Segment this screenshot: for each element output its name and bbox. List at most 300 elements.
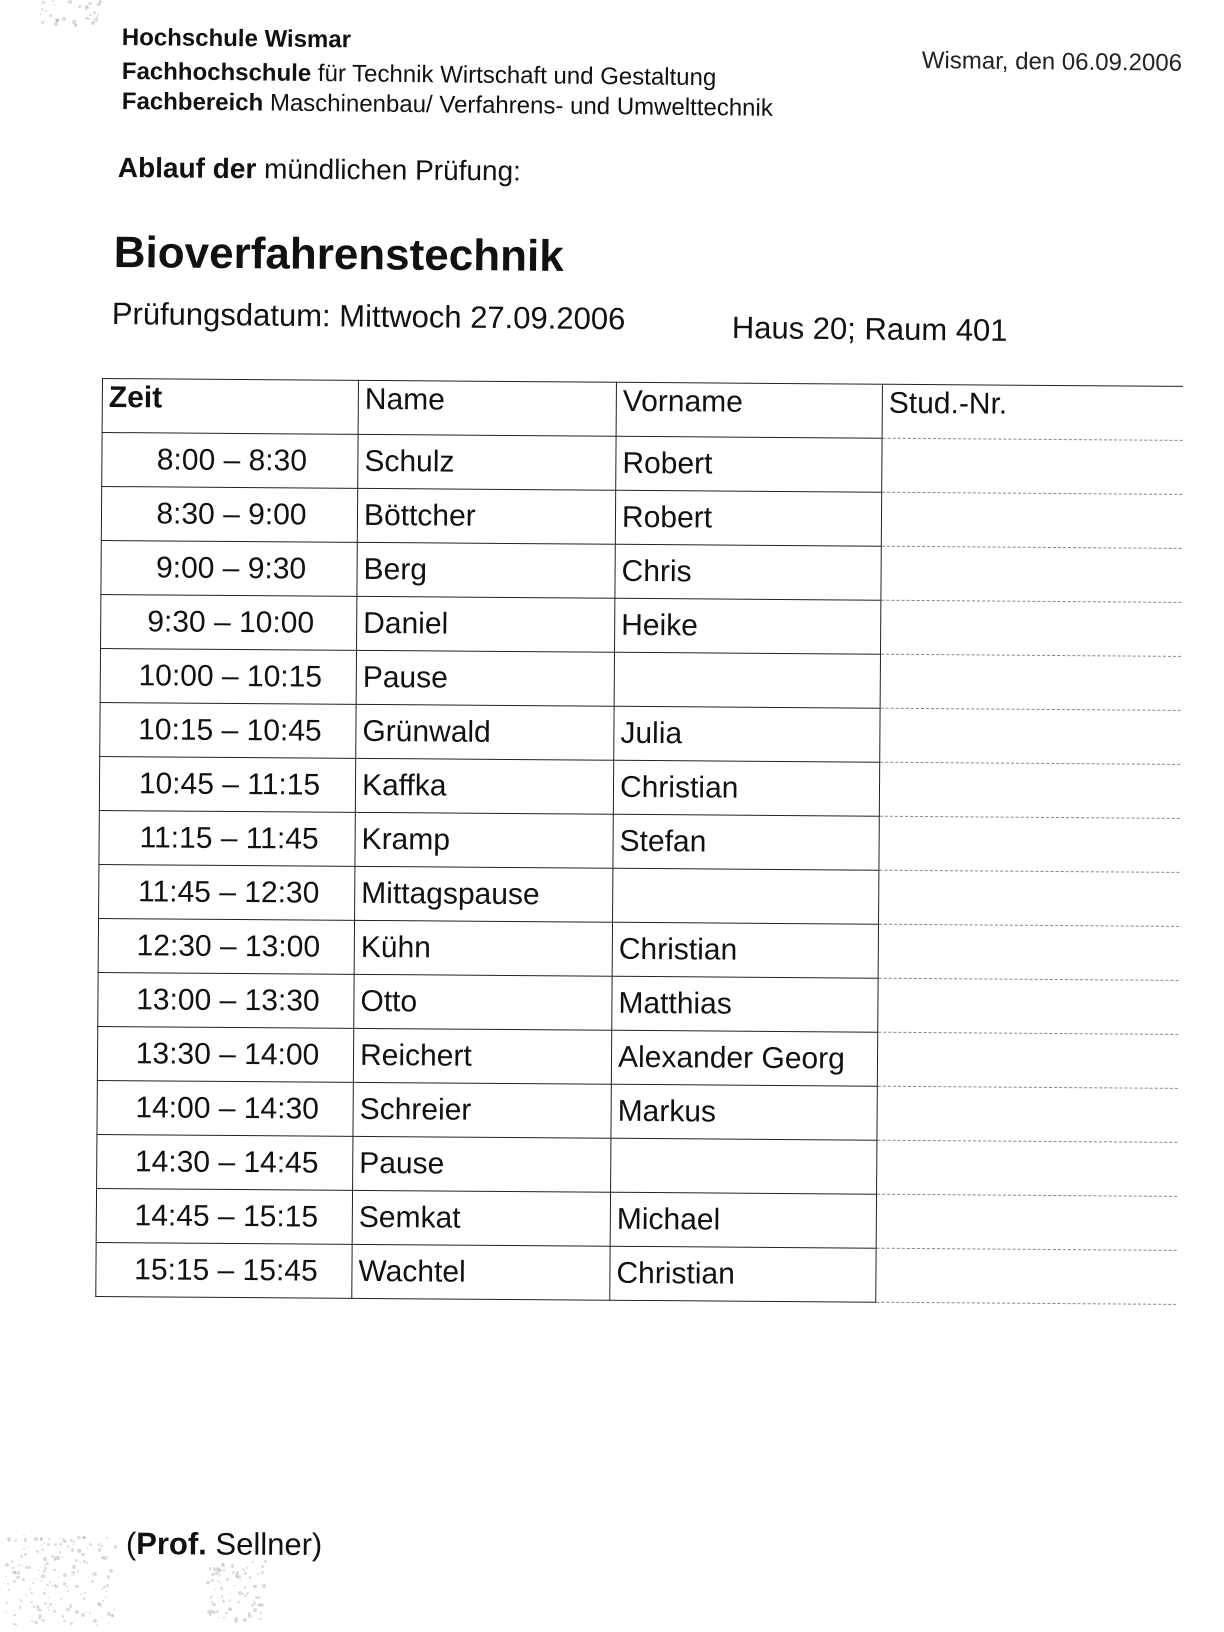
scan-speck (251, 1604, 254, 1607)
scan-speck (54, 1581, 56, 1583)
scan-speck (264, 1560, 267, 1563)
cell-stud-nr (877, 1032, 1177, 1088)
scan-speck (113, 1591, 114, 1592)
scan-speck (29, 1588, 32, 1591)
signature-name: Sellner) (206, 1526, 323, 1563)
scan-speck (97, 14, 99, 16)
cell-name: Schreier (353, 1082, 611, 1138)
scan-speck (70, 1622, 73, 1625)
scan-speck (63, 1620, 66, 1623)
scan-speck (212, 1603, 216, 1607)
scan-speck (54, 22, 58, 26)
scan-speck (220, 1587, 223, 1590)
scan-speck (91, 1574, 92, 1575)
scan-speck (51, 1585, 53, 1587)
cell-stud-nr (878, 978, 1178, 1034)
scan-speck (44, 20, 45, 21)
scan-speck (219, 1574, 221, 1576)
cell-vorname: Christian (613, 760, 879, 816)
table-row (101, 487, 1181, 549)
cell-stud-nr (881, 546, 1181, 602)
department-line-bold: Fachbereich (121, 88, 264, 117)
scan-speck (75, 1585, 78, 1588)
table-row (97, 1080, 1177, 1142)
scan-speck (46, 1577, 47, 1578)
institution-name: Hochschule Wismar (121, 24, 352, 54)
cell-stud-nr (877, 1140, 1177, 1196)
scan-speck (63, 1573, 67, 1577)
scan-speck (228, 1607, 231, 1610)
scan-speck (66, 1608, 69, 1611)
cell-vorname: Alexander Georg (611, 1030, 877, 1086)
scan-speck (41, 4, 42, 5)
scan-speck (89, 18, 91, 20)
scan-speck (93, 11, 96, 14)
scan-speck (229, 1599, 231, 1601)
scan-speck (44, 1542, 45, 1543)
scan-speck (73, 1541, 75, 1543)
table-row (99, 810, 1179, 872)
scan-speck (33, 1578, 34, 1579)
scan-speck (258, 1596, 260, 1598)
scan-speck (217, 1580, 219, 1582)
scan-speck (237, 1601, 239, 1603)
scan-speck (48, 1609, 49, 1610)
scan-speck (20, 1599, 23, 1602)
scan-speck (73, 1544, 74, 1545)
scan-speck (206, 1581, 209, 1584)
scan-speck (96, 1624, 98, 1626)
scan-speck (23, 1548, 25, 1550)
signature-paren: ( (125, 1526, 137, 1562)
cell-zeit: 10:00 – 10:15 (100, 648, 356, 704)
scan-speck (80, 5, 81, 6)
cell-zeit: 14:00 – 14:30 (97, 1080, 353, 1136)
scan-speck (91, 1580, 94, 1583)
scan-speck (71, 1548, 75, 1552)
scan-speck (5, 1576, 7, 1578)
scan-speck (83, 1597, 86, 1600)
exam-procedure-bold: Ablauf der (117, 152, 257, 185)
scan-speck (222, 1600, 225, 1603)
scan-speck (98, 1543, 100, 1545)
scan-speck (223, 1569, 226, 1572)
cell-stud-nr (876, 1248, 1176, 1304)
scan-speck (46, 1562, 49, 1565)
scan-speck (108, 1622, 109, 1623)
scan-speck (253, 1608, 257, 1612)
scan-speck (49, 1581, 51, 1583)
scan-speck (217, 1597, 218, 1598)
scan-speck (64, 1560, 65, 1561)
scan-speck (231, 1564, 235, 1568)
scan-speck (249, 1576, 251, 1578)
scan-speck (40, 1538, 43, 1541)
scan-speck (34, 1537, 38, 1541)
header-name: Name (358, 380, 616, 436)
scan-speck (53, 1610, 55, 1612)
scan-speck (224, 1586, 225, 1587)
scan-speck (41, 1567, 42, 1568)
scan-speck (13, 1614, 15, 1616)
cell-zeit: 9:00 – 9:30 (101, 540, 357, 596)
scan-speck (106, 1537, 109, 1540)
scan-speck (46, 1584, 48, 1586)
scan-speck (211, 1573, 215, 1577)
scan-speck (67, 1545, 69, 1547)
scan-speck (236, 1571, 239, 1574)
cell-stud-nr (882, 438, 1182, 494)
cell-vorname: Robert (616, 436, 882, 492)
cell-stud-nr (878, 924, 1178, 980)
scan-speck (75, 1610, 79, 1614)
cell-vorname: Matthias (612, 976, 878, 1032)
scan-speck (59, 1538, 60, 1539)
scan-speck (19, 1606, 21, 1608)
schedule-table-body (96, 379, 1183, 1305)
cell-zeit: 9:30 – 10:00 (101, 594, 357, 650)
scan-speck (47, 1543, 50, 1546)
scan-speck (42, 1619, 45, 1622)
scan-speck (51, 1555, 53, 1557)
scan-speck (36, 1550, 39, 1553)
cell-stud-nr (881, 492, 1181, 548)
cell-vorname (613, 868, 879, 924)
scan-speck (89, 1612, 91, 1614)
scan-speck (84, 1592, 86, 1594)
cell-vorname: Robert (615, 490, 881, 546)
cell-stud-nr (880, 708, 1180, 764)
exam-date: Prüfungsdatum: Mittwoch 27.09.2006 (111, 296, 626, 337)
table-row (101, 594, 1181, 656)
cell-name: Pause (356, 650, 614, 706)
scan-speck (234, 1585, 236, 1587)
scan-speck (22, 1578, 24, 1580)
scan-speck (7, 1537, 11, 1541)
scan-speck (57, 1556, 61, 1560)
scan-speck (225, 1612, 228, 1615)
scan-speck (5, 1611, 7, 1613)
scan-speck (53, 1559, 55, 1561)
cell-name: Schulz (358, 434, 616, 490)
cell-stud-nr (879, 762, 1179, 818)
signature-title: Prof. (136, 1526, 207, 1562)
scan-speck (32, 1582, 34, 1584)
scan-speck (33, 1605, 35, 1607)
scan-speck (261, 1571, 264, 1574)
scan-speck (75, 20, 76, 21)
scan-speck (219, 1617, 220, 1618)
scan-speck (25, 1594, 27, 1596)
scan-speck (45, 10, 47, 12)
table-row (99, 756, 1179, 818)
scan-speck (48, 1538, 50, 1540)
scan-speck (13, 1580, 16, 1583)
scan-speck (103, 1556, 107, 1560)
scan-speck (262, 1584, 266, 1588)
table-row (97, 1134, 1177, 1196)
scan-speck (41, 21, 44, 24)
scan-speck (93, 1572, 97, 1576)
scan-speck (15, 1539, 17, 1541)
scan-speck (7, 1583, 8, 1584)
table-row (96, 1188, 1176, 1250)
table-row (102, 433, 1182, 495)
cell-zeit: 10:15 – 10:45 (100, 702, 356, 758)
exam-procedure-rest: mündlichen Prüfung: (256, 153, 522, 187)
scan-speck (28, 1547, 29, 1548)
header-vorname: Vorname (616, 382, 882, 438)
table-row (100, 702, 1180, 764)
scan-speck (87, 1547, 89, 1549)
scan-speck (252, 1615, 253, 1616)
scan-speck (63, 1582, 66, 1585)
table-row (98, 918, 1178, 980)
cell-name: Kühn (354, 920, 612, 976)
cell-stud-nr (876, 1194, 1176, 1250)
scan-speck (210, 1596, 213, 1599)
scan-speck (62, 17, 66, 21)
cell-zeit: 14:45 – 15:15 (96, 1188, 352, 1244)
cell-name: Semkat (352, 1190, 610, 1246)
scan-speck (43, 1592, 46, 1595)
cell-zeit: 13:00 – 13:30 (98, 972, 354, 1028)
cell-zeit: 8:30 – 9:00 (101, 487, 357, 543)
scan-speck (64, 1540, 67, 1543)
cell-name: Kaffka (355, 758, 613, 814)
scan-speck (103, 1586, 105, 1588)
scan-speck (244, 1586, 247, 1589)
header-stud-nr: Stud.-Nr. (882, 384, 1182, 440)
scan-speck (100, 1545, 102, 1547)
scan-speck (5, 1563, 9, 1567)
cell-zeit: 15:15 – 15:45 (96, 1242, 352, 1298)
cell-name: Wachtel (352, 1244, 610, 1300)
cell-zeit: 8:00 – 8:30 (102, 433, 358, 489)
scan-speck (41, 1580, 42, 1581)
scan-speck (81, 1553, 84, 1556)
scan-speck (244, 1572, 247, 1575)
scan-speck (38, 1570, 40, 1572)
scan-speck (62, 1615, 64, 1617)
department-line-rest: Maschinenbau/ Verfahrens- und Umwelttechnik (263, 89, 773, 122)
scan-speck (6, 1602, 7, 1603)
exam-procedure-heading (118, 152, 521, 188)
scan-speck (59, 1543, 62, 1546)
cell-stud-nr (879, 816, 1179, 872)
scan-speck (49, 1603, 52, 1606)
scan-speck (249, 1570, 250, 1571)
scan-speck (246, 1593, 249, 1596)
scan-speck (260, 1612, 261, 1613)
table-header-row (102, 379, 1182, 441)
scan-speck (111, 1614, 114, 1617)
scan-speck (85, 1612, 86, 1613)
scan-speck (95, 18, 99, 22)
scan-speck (93, 1619, 97, 1623)
cell-zeit: 11:45 – 12:30 (99, 864, 355, 920)
scan-speck (39, 1574, 40, 1575)
scan-speck (69, 1604, 72, 1607)
exam-location: Haus 20; Raum 401 (731, 310, 1008, 348)
scan-speck (109, 1569, 113, 1573)
scan-speck (107, 1556, 108, 1557)
scan-speck (93, 1587, 95, 1589)
cell-vorname: Christian (610, 1246, 876, 1302)
signature (126, 1526, 323, 1563)
scan-speck (113, 1608, 115, 1610)
cell-name: Mittagspause (355, 866, 613, 922)
scan-speck (41, 1574, 45, 1578)
scan-speck (73, 1574, 75, 1576)
scan-speck (37, 1608, 40, 1611)
scan-speck (33, 1580, 34, 1581)
header-zeit: Zeit (102, 379, 358, 435)
table-row (101, 540, 1181, 602)
cell-vorname: Julia (614, 706, 880, 762)
scan-speck (62, 1556, 63, 1557)
scan-speck (56, 19, 59, 22)
cell-zeit: 10:45 – 11:15 (99, 756, 355, 812)
scan-speck (41, 8, 44, 11)
scan-speck (13, 1623, 15, 1625)
scan-speck (89, 1543, 92, 1546)
scan-speck (23, 1535, 24, 1536)
cell-stud-nr (880, 654, 1180, 710)
scan-speck (261, 1565, 264, 1568)
table-row (98, 972, 1178, 1034)
scan-speck (252, 1561, 253, 1562)
table-row (100, 648, 1180, 710)
scan-speck (114, 1545, 117, 1548)
table-row (96, 1242, 1176, 1304)
scan-speck (39, 1618, 41, 1620)
department-line (122, 88, 773, 123)
scan-speck (49, 14, 51, 16)
scan-speck (11, 1560, 13, 1562)
scan-speck (60, 1598, 62, 1600)
scan-speck (240, 1580, 241, 1581)
scan-speck (226, 1578, 229, 1581)
scan-speck (41, 1544, 42, 1545)
scan-speck (52, 0, 54, 2)
scan-speck (40, 14, 41, 15)
cell-name: Otto (354, 974, 612, 1030)
scan-speck (88, 1576, 89, 1577)
cell-stud-nr (880, 600, 1180, 656)
scan-speck (81, 1613, 85, 1617)
cell-vorname: Markus (611, 1084, 877, 1140)
cell-zeit: 11:15 – 11:45 (99, 810, 355, 866)
scan-speck (214, 1589, 216, 1591)
scan-speck (77, 1570, 80, 1573)
scan-speck (257, 1604, 259, 1606)
scan-speck (106, 1584, 109, 1587)
scan-speck (98, 1548, 101, 1551)
scan-speck (97, 2, 101, 6)
scan-speck (48, 1597, 50, 1599)
scan-speck (223, 1617, 225, 1619)
institution-subtitle-bold: Fachhochschule (121, 58, 312, 87)
scan-speck (17, 1571, 21, 1575)
cell-name: Reichert (353, 1028, 611, 1084)
subject-title: Bioverfahrenstechnik (113, 228, 564, 281)
scan-speck (53, 1569, 55, 1571)
scan-speck (246, 1567, 248, 1569)
scan-speck (53, 4, 54, 5)
scan-speck (47, 1606, 49, 1608)
cell-vorname: Michael (610, 1192, 876, 1248)
scan-speck (69, 21, 70, 22)
scan-speck (8, 1589, 10, 1591)
scan-speck (12, 1571, 15, 1574)
scan-speck (18, 1564, 20, 1566)
scan-speck (101, 1588, 103, 1590)
scan-speck (59, 1551, 62, 1554)
cell-stud-nr (877, 1086, 1177, 1142)
scan-speck (89, 14, 91, 16)
scan-speck (220, 1582, 222, 1584)
scan-speck (106, 1591, 107, 1592)
scan-speck (12, 1567, 14, 1569)
scan-speck (20, 1555, 23, 1558)
scan-speck (75, 13, 76, 14)
scan-speck (212, 1571, 213, 1572)
scan-speck (59, 1576, 60, 1577)
scan-speck (216, 1610, 219, 1613)
scan-speck (34, 1621, 37, 1624)
scan-speck (25, 1562, 26, 1563)
scan-speck (45, 1588, 46, 1589)
cell-vorname (614, 652, 880, 708)
scan-speck (31, 1620, 33, 1622)
scan-speck (107, 1575, 110, 1578)
cell-vorname: Heike (615, 598, 881, 654)
scan-speck (209, 1567, 211, 1569)
cell-vorname: Christian (612, 922, 878, 978)
scan-speck (80, 1593, 82, 1595)
scan-speck (74, 23, 77, 26)
institution-subtitle-rest: für Technik Wirtschaft und Gestaltung (311, 59, 717, 92)
scan-speck (24, 1553, 27, 1556)
scan-speck (254, 1585, 256, 1587)
scan-speck (21, 1565, 22, 1566)
cell-vorname (611, 1138, 877, 1194)
scan-speck (28, 1566, 31, 1569)
cell-stud-nr (879, 870, 1179, 926)
scan-speck (209, 1613, 212, 1616)
scan-speck (221, 1595, 223, 1597)
scan-speck (67, 1590, 69, 1592)
scan-speck (218, 1576, 219, 1577)
table-row (97, 1026, 1177, 1088)
scan-speck (43, 1570, 46, 1573)
scan-speck (243, 1618, 247, 1622)
scan-speck (248, 1615, 251, 1618)
cell-zeit: 13:30 – 14:00 (97, 1026, 353, 1082)
cell-name: Grünwald (356, 704, 614, 760)
scan-speck (68, 0, 72, 4)
scan-speck (79, 1562, 81, 1564)
table-row (99, 864, 1179, 926)
scan-speck (41, 1549, 44, 1552)
cell-vorname: Stefan (613, 814, 879, 870)
scan-speck (66, 1586, 68, 1588)
scan-speck (24, 1538, 27, 1541)
institution-subtitle (122, 58, 717, 92)
scan-speck (16, 1576, 19, 1579)
cell-name: Böttcher (357, 488, 615, 544)
